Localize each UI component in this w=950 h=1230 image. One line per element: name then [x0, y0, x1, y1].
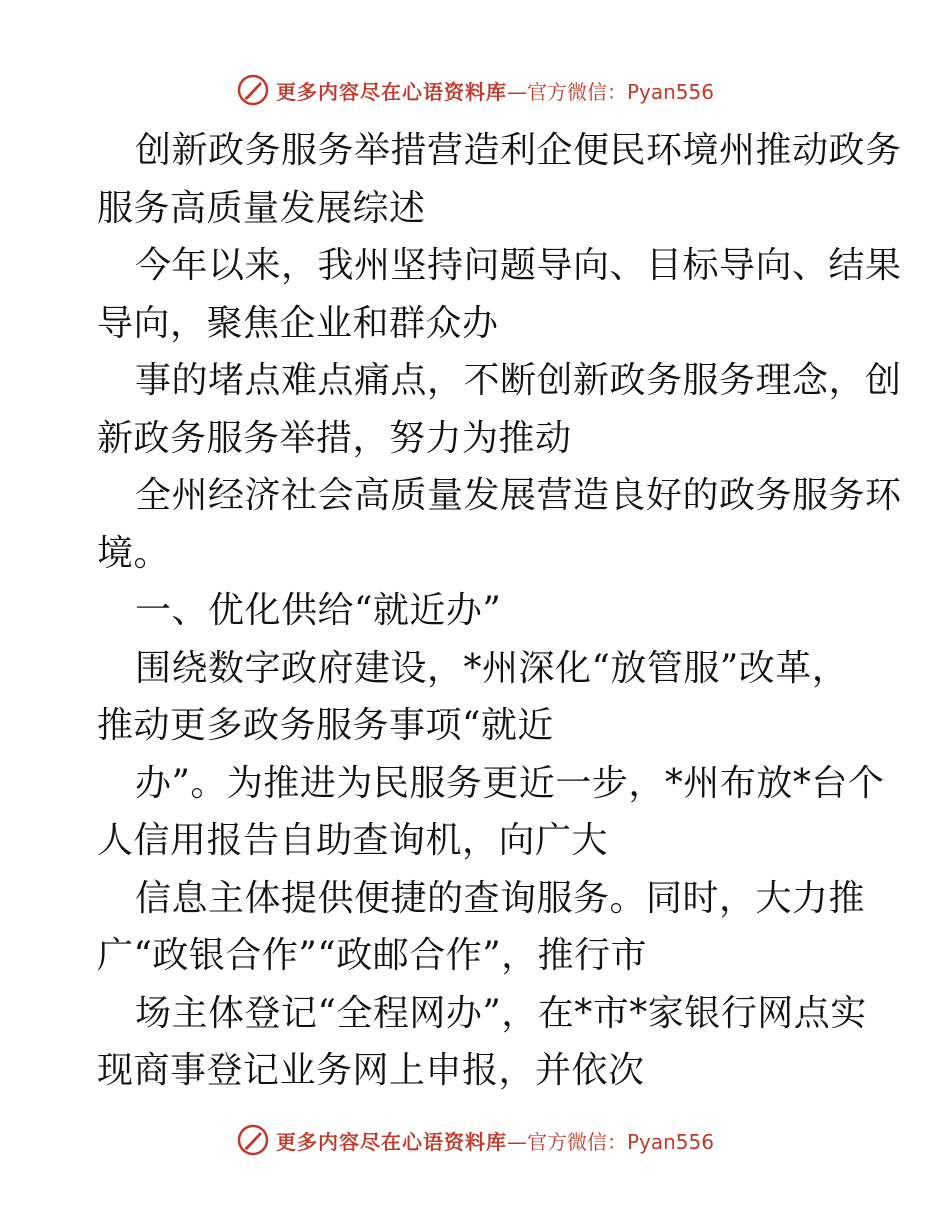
text-line: 推动更多政务服务事项“就近 — [97, 705, 554, 746]
text-line: 新政务服务举措，努力为推动 — [97, 417, 572, 459]
text-line: 境。 — [97, 532, 171, 574]
banner-main-text: 更多内容尽在心语资料库 — [275, 79, 507, 104]
header-banner — [0, 70, 950, 110]
footer-banner — [0, 1120, 950, 1160]
text-line: 人信用报告自助查询机，向广大 — [97, 820, 609, 861]
text-line: 广“政银合作”“政邮合作”，推行市 — [97, 935, 648, 976]
text-line: 导向，聚焦企业和群众办 — [97, 302, 499, 344]
text-line: 信息主体提供便捷的查询服务。同时，大力推 — [135, 877, 866, 919]
banner-wechat-text: —官方微信：Pyan556 — [506, 1129, 714, 1154]
quill-pen-logo-icon — [236, 1123, 270, 1157]
banner-main-text: 更多内容尽在心语资料库 — [275, 1129, 507, 1154]
text-line: 办”。为推进为民服务更近一步，*州布放*台个 — [135, 762, 885, 804]
text-line: 场主体登记“全程网办”，在*市*家银行网点实 — [135, 992, 867, 1034]
text-line: 全州经济社会高质量发展营造良好的政务服务环 — [135, 475, 902, 516]
text-line: 服务高质量发展综述 — [97, 187, 426, 229]
section-heading: 一、优化供给“就近办” — [135, 590, 502, 631]
text-line: 事的堵点难点痛点，不断创新政务服务理念，创 — [135, 360, 902, 401]
text-line: 现商事登记业务网上申报，并依次 — [97, 1050, 645, 1091]
banner-wechat-text: —官方微信：Pyan556 — [506, 79, 714, 104]
document-body — [97, 122, 902, 1100]
text-line: 创新政务服务举措营造利企便民环境州推动政务 — [135, 130, 902, 171]
text-line: 围绕数字政府建设，*州深化“放管服”改革， — [135, 647, 849, 689]
text-line: 今年以来，我州坚持问题导向、目标导向、结果 — [135, 245, 902, 286]
quill-pen-logo-icon — [236, 73, 270, 107]
